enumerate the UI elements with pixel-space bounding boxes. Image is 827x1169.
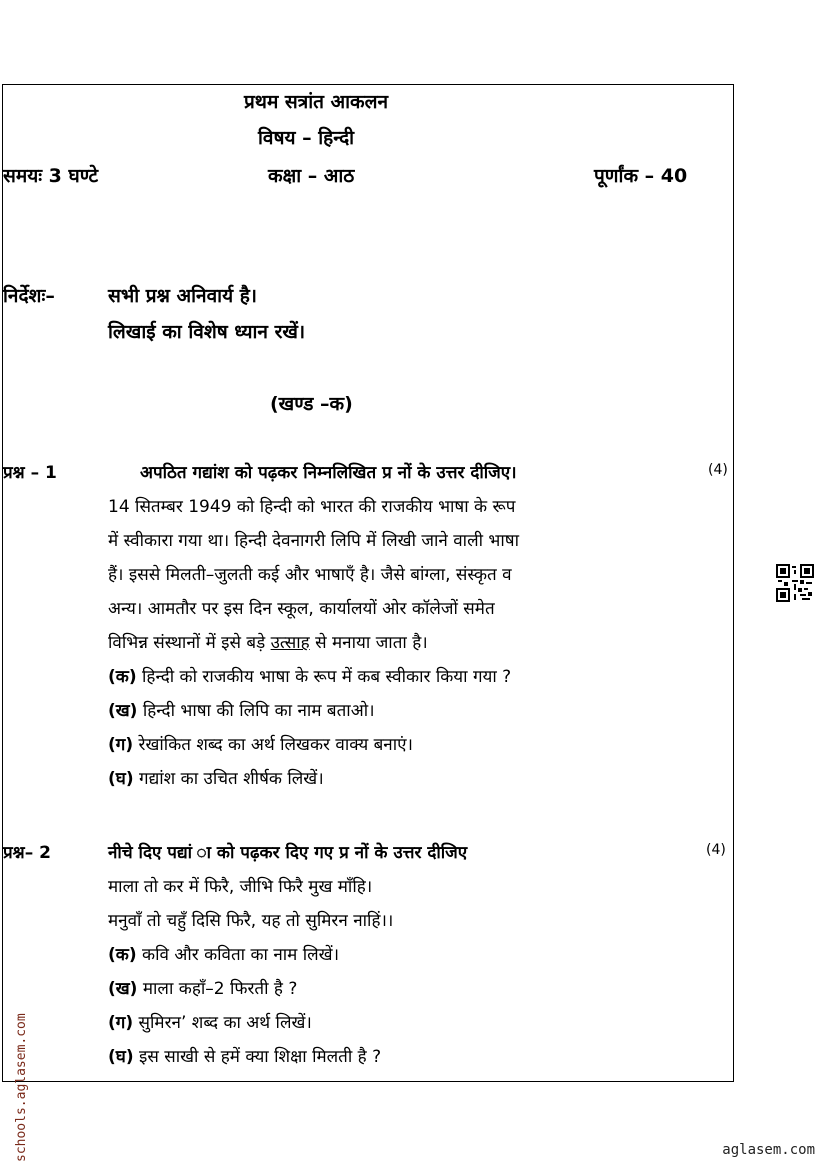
- sub-text: सुमिरन’ शब्द का अर्थ लिखें।: [138, 1013, 312, 1033]
- sub-mark: (घ): [108, 1047, 134, 1067]
- sub-mark: (ग): [108, 1013, 134, 1033]
- q1-heading: अपठित गद्यांश को पढ़कर निम्नलिखित प्र नों के उत्तर दीजिए।: [140, 463, 517, 483]
- footer-watermark: aglasem.com: [722, 1142, 815, 1158]
- passage-text: विभिन्न संस्थानों में इसे बड़े: [108, 633, 266, 653]
- q1-passage-line-4: अन्य। आमतौर पर इस दिन स्कूल, कार्यालयों ओर कॉलेजों समेत: [108, 599, 495, 619]
- instructions-label: निर्देशः–: [3, 285, 55, 307]
- q2-marks: (4): [706, 842, 726, 858]
- q1-passage-line-1: 14 सितम्बर 1949 को हिन्दी को भारत की राजकीय भाषा के रूप: [108, 497, 516, 517]
- q2-label: प्रश्न– 2: [3, 843, 51, 863]
- q2-heading: नीचे दिए पद्यां ा को पढ़कर दिए गए प्र नों के उत्तर दीजिए: [108, 843, 468, 863]
- q1-marks: (4): [708, 462, 728, 478]
- sub-mark: (क): [108, 945, 137, 965]
- q2-poem-line-2: मनुवाँ तो चहुँ दिसि फिरै, यह तो सुमिरन नाहिं।।: [108, 911, 394, 931]
- qr-code-icon: [776, 564, 814, 602]
- sub-text: हिन्दी भाषा की लिपि का नाम बताओ।: [142, 701, 375, 721]
- q2-sub-ga: [108, 1010, 312, 1033]
- side-watermark: schools.aglasem.com: [14, 1013, 29, 1162]
- q1-passage-line-3: हैं। इससे मिलती–जुलती कई और भाषाएँ है। जैसे बांग्ला, संस्कृत व: [108, 565, 512, 585]
- passage-text: से मनाया जाता है।: [315, 633, 428, 653]
- time-line: समयः 3 घण्टे: [3, 165, 99, 187]
- instruction-line-2: लिखाई का विशेष ध्यान रखें।: [108, 321, 306, 343]
- sub-text: गद्यांश का उचित शीर्षक लिखें।: [139, 769, 324, 789]
- underlined-word: उत्साह: [270, 633, 310, 653]
- q2-sub-kha: [108, 976, 297, 999]
- q2-sub-gha: [108, 1044, 381, 1067]
- q1-sub-gha: [108, 766, 324, 789]
- q1-label: प्रश्न – 1: [3, 463, 57, 483]
- q1-sub-ga: [108, 732, 413, 755]
- sub-text: कवि और कविता का नाम लिखें।: [142, 945, 340, 965]
- max-marks-line: पूर्णांक – 40: [594, 165, 688, 187]
- q1-passage-line-5: [108, 630, 428, 653]
- sub-mark: (घ): [108, 769, 134, 789]
- subject-line: विषय – हिन्दी: [258, 127, 355, 149]
- q2-poem-line-1: माला तो कर में फिरै, जीभि फिरै मुख माँहि।: [108, 877, 373, 897]
- instruction-line-1: सभी प्रश्न अनिवार्य है।: [108, 285, 257, 307]
- sub-text: हिन्दी को राजकीय भाषा के रूप में कब स्वीकार किया गया ?: [142, 667, 512, 687]
- sub-text: इस साखी से हमें क्या शिक्षा मिलती है ?: [139, 1047, 382, 1067]
- sub-mark: (ख): [108, 701, 138, 721]
- sub-mark: (ख): [108, 979, 138, 999]
- class-line: कक्षा – आठ: [268, 165, 355, 187]
- section-heading: (खण्ड –क): [270, 393, 353, 415]
- q2-sub-ka: [108, 942, 339, 965]
- sub-mark: (क): [108, 667, 137, 687]
- q1-passage-line-2: में स्वीकारा गया था। हिन्दी देवनागरी लिपि में लिखी जाने वाली भाषा: [108, 531, 520, 551]
- exam-title: प्रथम सत्रांत आकलन: [244, 91, 389, 113]
- q1-sub-kha: [108, 698, 375, 721]
- sub-mark: (ग): [108, 735, 134, 755]
- sub-text: रेखांकित शब्द का अर्थ लिखकर वाक्य बनाएं।: [138, 735, 413, 755]
- q1-sub-ka: [108, 664, 511, 687]
- sub-text: माला कहाँ–2 फिरती है ?: [142, 979, 298, 999]
